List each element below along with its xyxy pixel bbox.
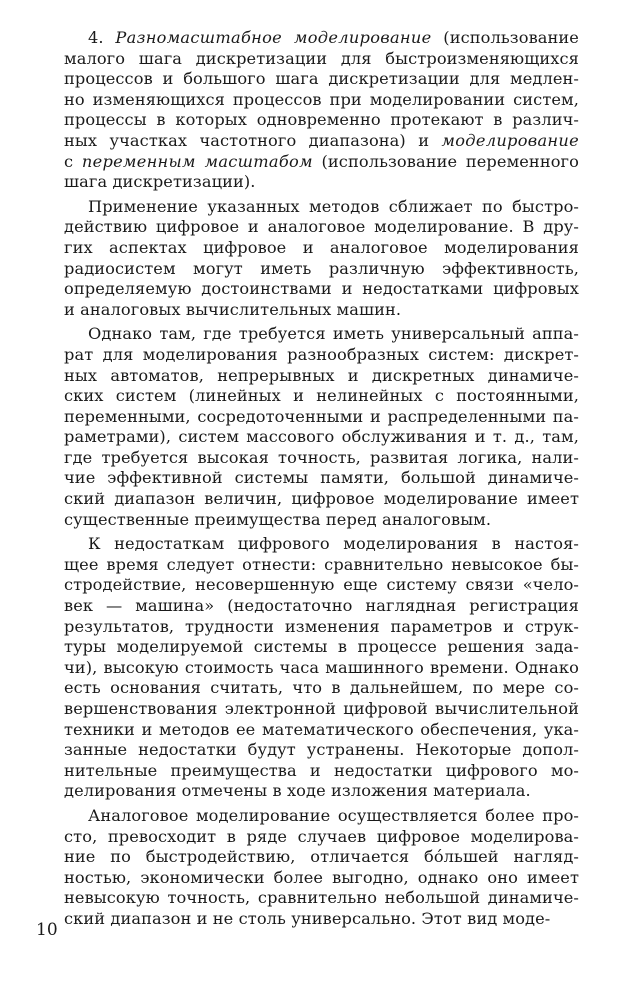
paragraph [64,324,579,530]
paragraph [64,534,579,802]
text-line: но изменяющихся процессов при моделировании систем, [64,89,579,109]
text-line: где требуется высокая точность, развитая логика, нали- [64,447,579,467]
text-line: чие эффективной системы памяти, большой динамиче- [64,468,579,488]
text-line: процессов и большого шага дискретизации для медлен- [64,69,579,89]
text-line: процессы в которых одновременно протекают в различ- [64,110,579,130]
text-line: действию цифровое и аналоговое моделирование. В дру- [64,217,579,237]
text-line: и аналоговых вычислительных машин. [64,299,402,319]
text-line: стродействие, несовершенную еще систему связи «чело- [64,575,579,595]
text-line: техники и методов ее математического обеспечения, ука- [64,719,579,739]
text-line: щее время следует отнести: сравнительно невысокое бы- [64,554,579,574]
text-line: радиосистем могут иметь различную эффективность, [64,258,579,278]
body-text [64,28,579,934]
text-line: 4. Разномасштабное моделирование (использование [88,28,579,47]
paragraph [64,197,579,321]
text-line: нительные преимущества и недостатки цифрового мо- [64,760,579,780]
text-line: туры моделируемой системы в процессе решения зада- [64,637,579,657]
text-line: ных автоматов, непрерывных и дискретных динамиче- [64,365,579,385]
text-line: ние по быстродействию, отличается бóльшей нагляд- [64,847,579,867]
text-line: чи), высокую стоимость часа машинного времени. Однако [64,657,579,677]
text-line: вершенствования электронной цифровой вычислительной [64,699,579,718]
text-line: шага дискретизации). [64,172,256,192]
text-line: гих аспектах цифровое и аналоговое моделирования [64,237,579,257]
text-line: Однако там, где требуется иметь универсальный аппа- [88,324,579,344]
text-line: ский диапазон величин, цифровое моделирование имеет [64,489,579,509]
paragraph [64,806,579,930]
text-line: малого шага дискретизации для быстроизменяющихся [64,48,579,68]
text-line: существенные преимущества перед аналоговым. [64,509,492,529]
text-line: определяемую достоинствами и недостатками цифровых [64,279,579,299]
text-line: Аналоговое моделирование осуществляется более про- [88,805,579,825]
text-line: раметрами), систем массового обслуживания и т. д., там, [64,427,579,447]
text-line: рат для моделирования разнообразных систем: дискрет- [64,344,579,364]
text-line: ностью, экономически более выгодно, однако оно имеет [64,867,579,887]
text-line: с переменным масштабом (использование переменного [64,151,579,171]
text-line: век — машина» (недостаточно наглядная регистрация [64,596,579,616]
text-line: ских систем (линейных и нелинейных с постоянными, [64,386,579,406]
text-line: ных участках частотного диапазона) и моделирование [64,130,579,150]
italic-term: переменным масштабом [81,151,313,171]
paragraph [64,28,579,193]
page-number: 10 [36,920,58,940]
text-line: переменными, сосредоточенными и распределенными па- [64,406,579,426]
text-line: Применение указанных методов сближает по быстро- [88,196,579,216]
text-line: сто, превосходит в ряде случаев цифровое моделирова- [64,826,579,846]
italic-term: моделирование [441,130,579,150]
text-line: ский диапазон и не столь универсально. Этот вид моде- [64,908,551,928]
text-line: К недостаткам цифрового моделирования в настоя- [88,534,579,554]
text-line: невысокую точность, сравнительно небольшой динамиче- [64,888,579,908]
text-line: результатов, трудности изменения параметров и струк- [64,616,579,636]
text-line: занные недостатки будут устранены. Некоторые допол- [64,740,579,760]
italic-term: Разномасштабное моделирование [115,28,432,47]
text-line: есть основания считать, что в дальнейшем, по мере со- [64,678,579,698]
text-line: делирования отмечены в ходе изложения материала. [64,781,531,801]
